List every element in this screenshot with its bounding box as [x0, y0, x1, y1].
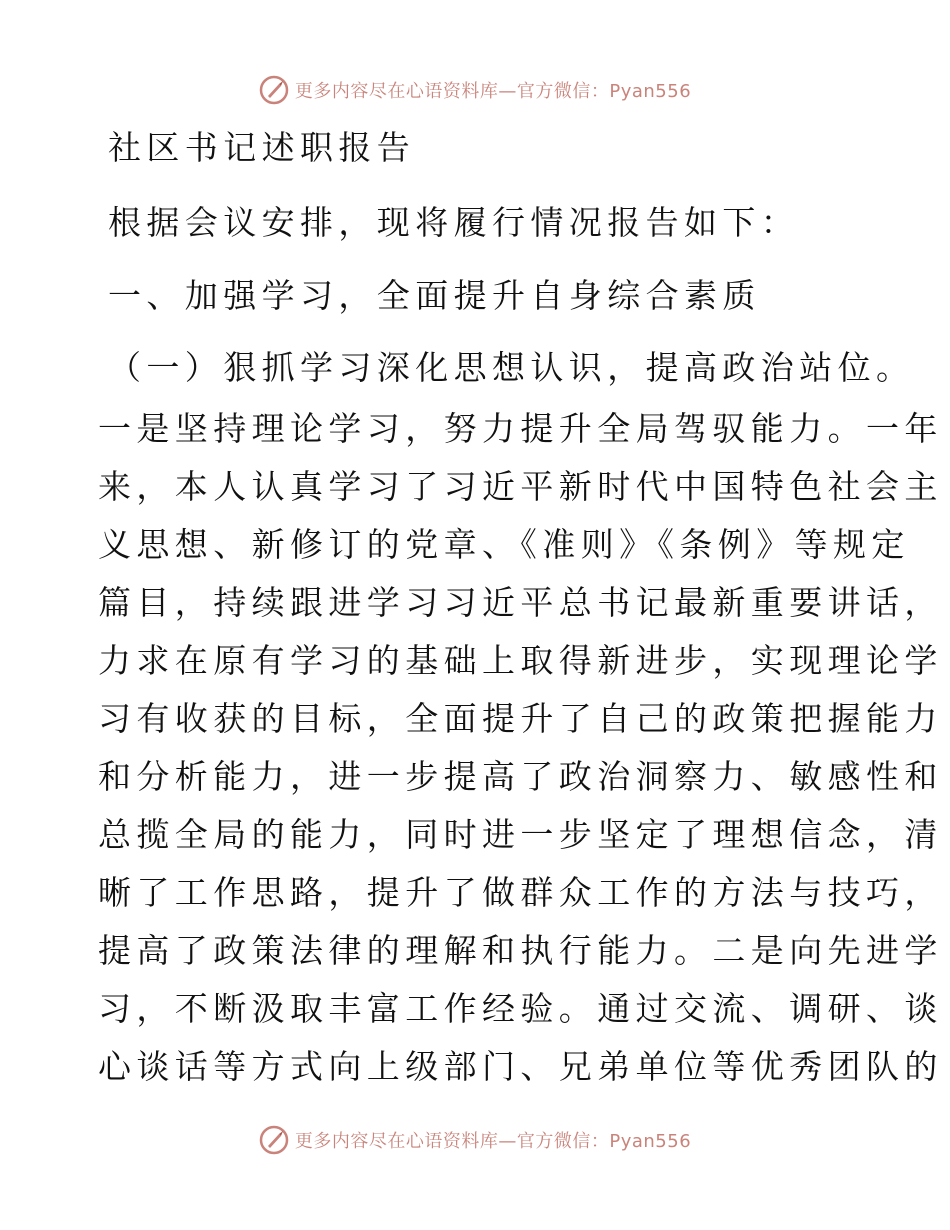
body-line: 总揽全局的能力，同时进一步坚定了理想信念，清	[98, 815, 943, 854]
footer-watermark	[0, 1120, 950, 1160]
quill-logo-icon	[259, 75, 289, 105]
body-line: 习有收获的目标，全面提升了自己的政策把握能力	[98, 699, 943, 738]
document-title: 社区书记述职报告	[108, 128, 416, 167]
watermark-text: 更多内容尽在心语资料库—官方微信：Pyan556	[294, 81, 692, 102]
body-line: 篇目，持续跟进学习习近平总书记最新重要讲话，	[98, 583, 943, 622]
body-line: 力求在原有学习的基础上取得新进步，实现理论学	[98, 641, 943, 680]
body-line: 和分析能力，进一步提高了政治洞察力、敏感性和	[98, 757, 943, 796]
subsection-heading-1: （一）狠抓学习深化思想认识，提高政治站位。	[108, 348, 915, 387]
body-line: 来，本人认真学习了习近平新时代中国特色社会主	[98, 467, 943, 506]
body-line: 心谈话等方式向上级部门、兄弟单位等优秀团队的	[98, 1047, 943, 1086]
intro-paragraph: 根据会议安排，现将履行情况报告如下：	[108, 203, 800, 242]
watermark-text: 更多内容尽在心语资料库—官方微信：Pyan556	[294, 1131, 692, 1152]
body-line: 一是坚持理论学习，努力提升全局驾驭能力。一年	[98, 409, 943, 448]
header-watermark	[0, 70, 950, 110]
body-line: 习，不断汲取丰富工作经验。通过交流、调研、谈	[98, 989, 943, 1028]
body-line: 晰了工作思路，提升了做群众工作的方法与技巧，	[98, 873, 943, 912]
section-heading-1: 一、加强学习，全面提升自身综合素质	[108, 276, 761, 315]
body-line: 提高了政策法律的理解和执行能力。二是向先进学	[98, 931, 943, 970]
quill-logo-icon	[259, 1125, 289, 1155]
body-line: 义思想、新修订的党章、《准则》《条例》等规定	[98, 525, 910, 564]
